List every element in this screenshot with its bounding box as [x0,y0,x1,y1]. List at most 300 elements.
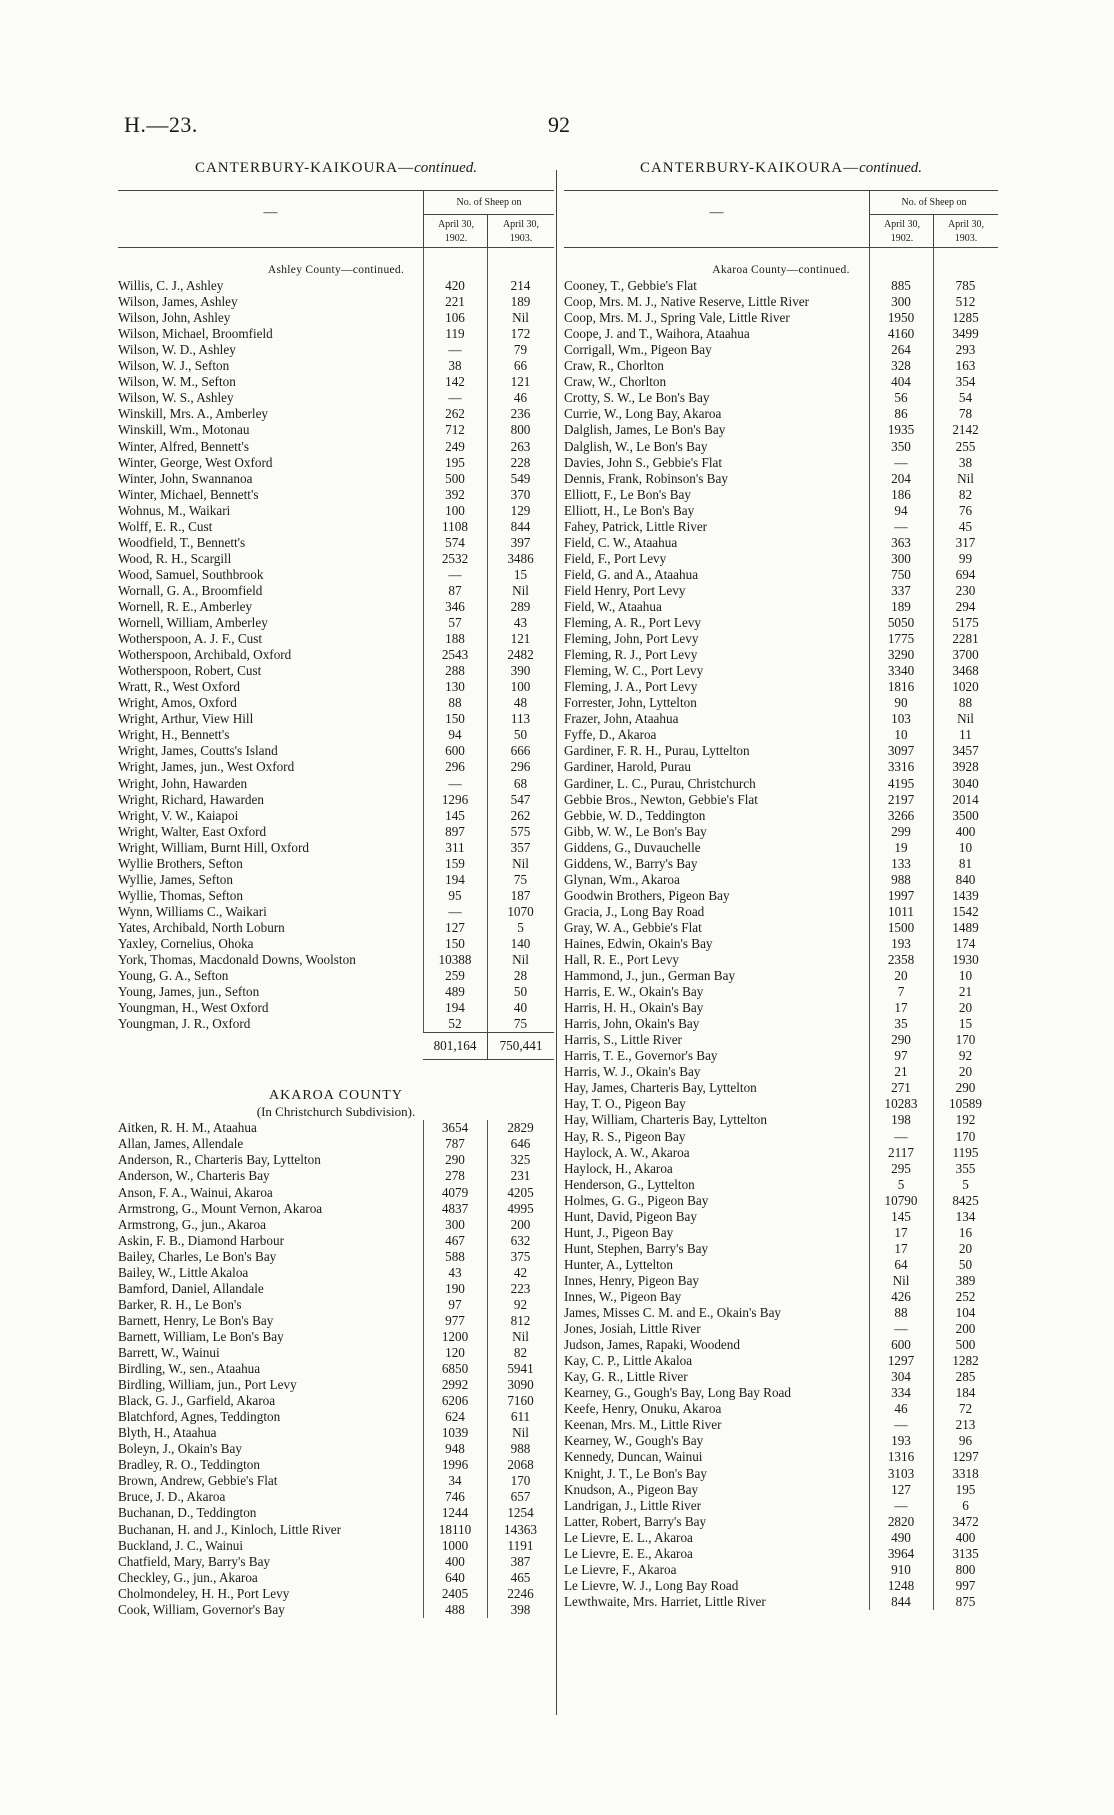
table-row [118,1522,554,1538]
table-row [118,792,554,808]
sheep-1902: 787 [445,1136,465,1152]
sheep-1902: 150 [445,711,465,727]
sheep-1903: 2482 [507,647,534,663]
left-date-1902-header: April 30, 1902. [423,215,488,250]
sheep-1903: 231 [510,1168,531,1184]
sheep-1902: 844 [891,1593,911,1609]
left-name-column-header: — [263,205,278,220]
holder-name: Willis, C. J., Ashley [118,278,224,294]
holder-name: Field, F., Port Levy [564,550,667,566]
sheep-1903: 11 [959,727,972,743]
sheep-1902: 400 [445,1553,465,1569]
sheep-1902: — [894,1497,908,1513]
table-row [118,1457,554,1473]
table-row [564,1064,998,1080]
table-row [564,1177,998,1193]
holder-name: Hay, James, Charteris Bay, Lyttelton [564,1080,757,1096]
sheep-1902: 426 [891,1289,911,1304]
holder-name: Lewthwaite, Mrs. Harriet, Little River [564,1593,766,1609]
sheep-1903: 1282 [952,1353,979,1369]
table-row [564,727,998,743]
table-row [118,519,554,535]
sheep-1902: 120 [445,1345,465,1360]
sheep-1902: 489 [445,984,465,1000]
table-row [118,326,554,342]
table-row [118,920,554,936]
sheep-1902: 119 [445,326,465,342]
holder-name: Dennis, Frank, Robinson's Bay [564,470,728,486]
sheep-1902: 363 [891,534,911,550]
sheep-1902: 94 [894,502,908,518]
sheep-1903: 290 [955,1080,976,1096]
sheep-1902: 7 [897,984,905,1000]
holder-name: Innes, W., Pigeon Bay [564,1289,682,1304]
holder-name: Allan, James, Allendale [118,1136,244,1152]
sheep-1903: 387 [510,1553,531,1569]
table-row [564,968,998,984]
table-row [118,422,554,438]
table-row [564,824,998,840]
holder-name: Le Lievre, E. L., Akaroa [564,1529,693,1545]
holder-name: Field, C. W., Ataahua [564,534,678,550]
sheep-1903: 43 [513,615,528,631]
holder-name: Wotherspoon, Archibald, Oxford [118,647,292,663]
table-row [118,695,554,711]
table-row [118,1297,554,1313]
table-row [118,776,554,792]
right-title-main: CANTERBURY-KAIKOURA— [639,160,860,176]
sheep-1902: 988 [891,871,911,887]
table-row [564,1498,998,1514]
holder-name: Corrigall, Wm., Pigeon Bay [564,342,712,358]
sheep-1903: 657 [510,1489,531,1505]
holder-name: Hammond, J., jun., German Bay [564,968,736,984]
holder-name: Young, James, jun., Sefton [118,984,260,1000]
sheep-1903: 465 [510,1569,531,1585]
table-row [118,1000,554,1016]
table-row [118,1377,554,1393]
table-row [564,278,998,294]
holder-name: Brown, Andrew, Gebbie's Flat [118,1473,278,1489]
sheep-1903: 230 [955,582,976,598]
sheep-1903: 2246 [507,1585,534,1601]
table-row [564,358,998,374]
sheep-1903: 844 [510,518,531,534]
table-row [564,711,998,727]
table-row [118,856,554,872]
sheep-1903: 20 [958,1064,973,1080]
sheep-1903: 213 [955,1417,976,1433]
table-row [564,294,998,310]
table-row [118,968,554,984]
holder-name: Dalglish, W., Le Bon's Bay [564,438,708,454]
sheep-1902: 194 [445,871,465,887]
sheep-1902: 750 [891,566,911,582]
holder-name: Wright, Arthur, View Hill [118,711,254,727]
sheep-1903: 15 [513,566,528,582]
sheep-1903: 812 [510,1312,531,1328]
column-divider [556,170,557,1715]
sheep-1902: — [448,390,462,406]
sheep-1903: 3090 [507,1377,534,1393]
table-row [564,1273,998,1289]
sheep-1902: — [448,566,462,582]
table-row [564,342,998,358]
left-table-header [118,190,554,248]
table-row [564,1530,998,1546]
holder-name: Birdling, William, jun., Port Levy [118,1377,297,1393]
table-row [118,1602,554,1618]
table-row [564,695,998,711]
sheep-1903: 800 [510,422,531,438]
holder-name: Winskill, Wm., Motonau [118,422,250,438]
table-row [564,952,998,968]
holder-name: Coop, Mrs. M. J., Native Reserve, Little River [564,294,810,310]
sheep-1903: 263 [510,438,531,454]
sheep-1902: 10790 [884,1192,918,1208]
sheep-1903: 236 [510,406,531,422]
table-row [564,1000,998,1016]
table-row [564,1449,998,1465]
sheep-1902: 10388 [438,952,472,968]
holder-name: Haines, Edwin, Okain's Bay [564,935,713,951]
table-row [118,1554,554,1570]
sheep-1903: 163 [955,358,976,374]
table-row [564,808,998,824]
sheep-1903: 75 [513,1016,528,1032]
holder-name: Winter, John, Swannanoa [118,470,253,486]
holder-name: Harris, S., Little River [564,1032,682,1048]
table-row [564,615,998,631]
holder-name: Young, G. A., Sefton [118,968,229,984]
table-row [118,952,554,968]
sheep-1902: 1108 [442,518,468,534]
table-row [118,631,554,647]
left-total-row [423,1032,554,1060]
sheep-1902: 43 [448,1264,462,1280]
sheep-1903: 214 [510,278,531,294]
sheep-1902: 38 [448,358,462,374]
akaroa-county-subheading: (In Christchurch Subdivision). [256,1104,416,1120]
holder-name: Le Lievre, W. J., Long Bay Road [564,1577,739,1593]
sheep-1903: Nil [512,1328,529,1344]
sheep-1903: 500 [955,1337,976,1353]
holder-name: Innes, Henry, Pigeon Bay [564,1272,700,1288]
sheep-1902: 86 [894,406,908,422]
sheep-1903: Nil [512,952,529,968]
sheep-1902: 296 [445,759,465,775]
holder-name: Kearney, W., Gough's Bay [564,1433,704,1449]
sheep-1903: 170 [955,1032,976,1048]
sheep-1902: 346 [445,598,465,614]
holder-name: Elliott, H., Le Bon's Bay [564,502,695,518]
total-1902: 801,164 [433,1038,477,1054]
sheep-1903: 28 [513,968,528,984]
sheep-1902: Nil [892,1272,910,1288]
holder-name: Wright, Amos, Oxford [118,695,237,711]
sheep-1902: 4195 [887,775,915,791]
sheep-1902: 95 [448,887,462,903]
sheep-1903: 14363 [504,1521,537,1537]
holder-name: Goodwin Brothers, Pigeon Bay [564,887,730,903]
table-row [118,727,554,743]
sheep-1903: 296 [510,759,531,775]
holder-name: Haylock, A. W., Akaroa [564,1144,690,1160]
table-row [118,1329,554,1345]
table-row [118,1345,554,1361]
sheep-1902: 19 [894,839,908,855]
table-row [118,1538,554,1554]
holder-name: Barnett, William, Le Bon's Bay [118,1328,284,1344]
sheep-1902: 35 [894,1016,908,1032]
table-row [564,1016,998,1032]
holder-name: Judson, James, Rapaki, Woodend [564,1337,740,1353]
holder-name: Wornall, G. A., Broomfield [118,582,263,598]
holder-name: Harris, E. W., Okain's Bay [564,984,704,1000]
sheep-1903: 4205 [507,1184,534,1200]
holder-name: Wotherspoon, Robert, Cust [118,663,262,679]
holder-name: Currie, W., Long Bay, Akaroa [564,406,722,422]
sheep-1902: 977 [445,1312,465,1328]
table-row [564,1353,998,1369]
sheep-1902: 712 [445,422,465,438]
sheep-1903: 646 [510,1136,531,1152]
sheep-1902: 1039 [441,1425,469,1441]
sheep-1903: 785 [955,278,976,294]
holder-name: Harris, W. J., Okain's Bay [564,1064,701,1080]
sheep-1903: Nil [512,310,529,326]
holder-name: Wratt, R., West Oxford [118,679,240,695]
sheep-1902: 94 [448,727,462,743]
holder-name: Wright, James, jun., West Oxford [118,759,295,775]
table-row [564,406,998,422]
table-row [564,1562,998,1578]
table-row [564,326,998,342]
sheep-1903: 512 [955,294,976,310]
table-row [118,374,554,390]
right-date-1903-header: April 30, 1903. [933,215,998,250]
sheep-1903: 15 [958,1016,973,1032]
table-row [118,1152,554,1168]
sheep-1902: 948 [445,1441,465,1457]
table-row [118,471,554,487]
sheep-1902: 500 [445,470,465,486]
table-row [564,888,998,904]
sheep-1902: 1296 [441,791,469,807]
table-row [564,503,998,519]
sheep-1903: 1070 [507,903,534,919]
holder-name: Fyffe, D., Akaroa [564,727,657,743]
sheep-1902: 90 [894,695,908,711]
sheep-1903: 8425 [952,1192,979,1208]
sheep-1902: 337 [891,582,911,598]
sheep-1902: 130 [445,679,465,695]
table-row [564,1048,998,1064]
sheep-1902: 300 [891,294,911,310]
left-table-body-akaroa [118,1120,554,1617]
sheep-1902: 467 [445,1232,465,1248]
sheep-1903: 92 [958,1048,973,1064]
sheep-1902: — [894,1321,908,1337]
holder-name: Cooney, T., Gebbie's Flat [564,278,697,294]
table-row [564,1514,998,1530]
sheep-1903: 370 [510,486,531,502]
sheep-1903: 575 [510,823,531,839]
table-row [564,1193,998,1209]
akaroa-county-heading: AKAROA COUNTY [269,1088,403,1104]
sheep-1902: 2358 [887,952,915,968]
sheep-1902: 3316 [887,759,915,775]
holder-name: Wilson, W. S., Ashley [118,390,234,406]
sheep-1903: 10 [958,839,973,855]
sheep-1902: 295 [891,1160,911,1176]
holder-name: Wright, Walter, East Oxford [118,823,267,839]
sheep-1903: 78 [958,406,973,422]
sheep-1902: 1297 [887,1353,915,1369]
sheep-1902: 299 [891,823,911,839]
sheep-1902: 290 [891,1032,911,1048]
sheep-1903: 3700 [952,647,979,663]
sheep-1902: 600 [891,1337,911,1353]
table-row [564,519,998,535]
sheep-1903: 3928 [952,759,979,775]
sheep-1903: 611 [510,1409,531,1425]
table-row [118,455,554,471]
holder-name: Barker, R. H., Le Bon's [118,1296,242,1312]
sheep-1903: 2281 [952,631,979,647]
holder-name: Fleming, A. R., Port Levy [564,615,702,631]
sheep-1903: 3040 [952,775,979,791]
sheep-1902: 97 [894,1048,908,1064]
sheep-1903: 252 [955,1289,976,1304]
sheep-1902: 20 [894,968,908,984]
sheep-1903: 1254 [507,1505,534,1521]
sheep-1903: 354 [955,374,976,390]
sheep-1903: 666 [510,743,531,759]
right-date-1902-header: April 30, 1902. [869,215,934,250]
sheep-1902: 127 [891,1481,911,1497]
right-column-title [564,160,998,190]
table-row [118,615,554,631]
table-row [118,599,554,615]
sheep-1902: 6850 [441,1361,469,1377]
holder-name: Wood, R. H., Scargill [118,550,232,566]
holder-name: Winter, George, West Oxford [118,454,273,470]
sheep-1903: 129 [510,502,531,518]
sheep-1903: 10 [958,968,973,984]
holder-name: Kay, G. R., Little River [564,1369,688,1385]
sheep-1902: 100 [445,502,465,518]
sheep-1903: 997 [955,1577,976,1593]
sheep-1902: 17 [894,1000,908,1016]
sheep-1903: 5175 [952,615,979,631]
sheep-1903: 184 [955,1385,976,1401]
table-row [118,1201,554,1217]
holder-name: Jones, Josiah, Little River [564,1321,701,1337]
holder-name: Hay, William, Charteris Bay, Lyttelton [564,1112,767,1128]
table-row [564,1594,998,1610]
table-row [118,1393,554,1409]
page-identifier: H.—23. [124,112,198,137]
sheep-1903: 82 [513,1345,528,1360]
sheep-1903: 1489 [952,919,979,935]
right-title-continued: continued. [859,160,923,176]
sheep-1903: 92 [513,1296,528,1312]
table-row [118,904,554,920]
sheep-1903: 113 [510,711,531,727]
sheep-1903: 397 [510,534,531,550]
table-row [118,872,554,888]
sheep-1903: 72 [958,1401,973,1417]
table-row [118,888,554,904]
sheep-1902: 88 [894,1305,908,1321]
holder-name: Elliott, F., Le Bon's Bay [564,486,691,502]
sheep-1903: 357 [510,839,531,855]
sheep-1902: 334 [891,1385,911,1401]
holder-name: Forrester, John, Lyttelton [564,695,697,711]
table-row [118,1570,554,1586]
sheep-1903: 1930 [952,952,979,968]
table-row [118,1249,554,1265]
holder-name: Cook, William, Governor's Bay [118,1601,285,1617]
sheep-1902: 249 [445,438,465,454]
table-row [118,439,554,455]
sheep-1903: 3135 [952,1545,979,1561]
holder-name: Field Henry, Port Levy [564,582,686,598]
sheep-1903: 170 [510,1473,531,1489]
sheep-1902: 6206 [441,1393,469,1409]
sheep-1902: 262 [445,406,465,422]
sheep-1902: 17 [894,1240,908,1256]
sheep-1902: 350 [891,438,911,454]
sheep-1902: 5 [897,1176,905,1192]
page-number: 92 [548,112,570,137]
holder-name: Cholmondeley, H. H., Port Levy [118,1585,290,1601]
sheep-1902: — [894,1417,908,1433]
right-section-heading: Akaroa County—continued. [712,264,850,276]
sheep-1902: 1316 [887,1449,915,1465]
sheep-1903: 45 [958,518,973,534]
holder-name: Bamford, Daniel, Allandale [118,1280,264,1296]
sheep-1903: 875 [955,1593,976,1609]
sheep-1903: 2014 [952,791,979,807]
sheep-1903: 549 [510,470,531,486]
holder-name: Fleming, R. J., Port Levy [564,647,698,663]
sheep-1903: 134 [955,1208,976,1224]
holder-name: Kearney, G., Gough's Bay, Long Bay Road [564,1385,792,1401]
sheep-1902: 574 [445,534,465,550]
sheep-1903: Nil [957,470,974,486]
holder-name: Wotherspoon, A. J. F., Cust [118,631,263,647]
sheep-1902: 1996 [441,1457,469,1473]
sheep-1903: 50 [513,984,528,1000]
sheep-1902: — [894,518,908,534]
table-row [564,840,998,856]
sheep-1902: 106 [445,310,465,326]
holder-name: Buchanan, D., Teddington [118,1505,257,1521]
sheep-1903: 100 [510,679,531,695]
sheep-1903: 172 [510,326,531,342]
holder-name: Landrigan, J., Little River [564,1497,701,1513]
table-row [118,342,554,358]
holder-name: Gebbie Bros., Newton, Gebbie's Flat [564,791,758,807]
table-row [118,567,554,583]
sheep-1903: 170 [955,1128,976,1144]
holder-name: Gebbie, W. D., Teddington [564,807,706,823]
table-row [564,631,998,647]
holder-name: Blyth, H., Ataahua [118,1425,217,1441]
holder-name: Wohnus, M., Waikari [118,502,231,518]
